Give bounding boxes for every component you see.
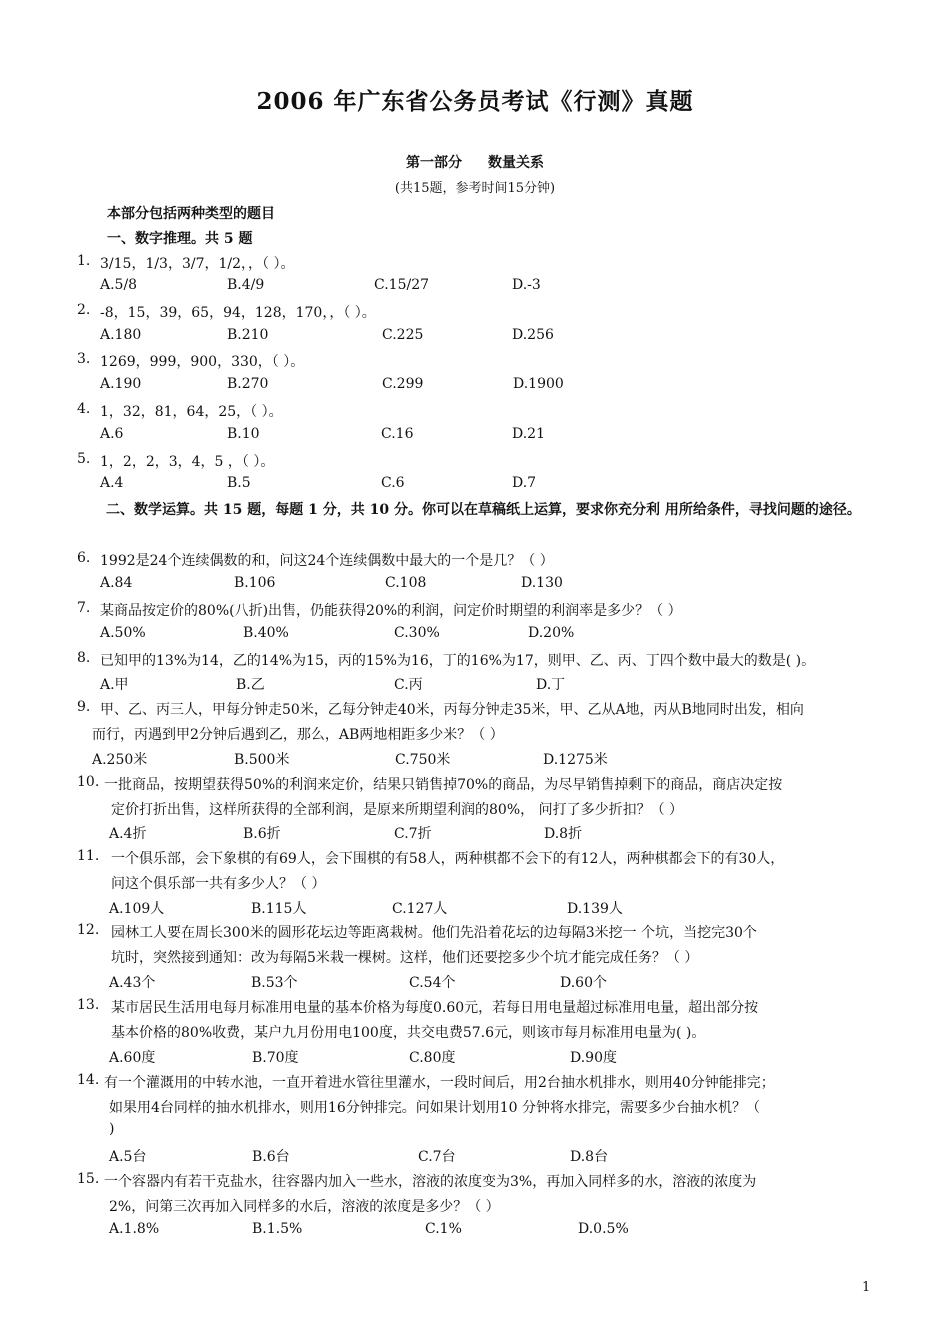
question-14-text-line-1: 有一个灌溉用的中转水池，一直开着进水管往里灌水，一段时间后，用2台抽水机排水，则用40分钟能排完； bbox=[104, 1075, 775, 1091]
option-c: C.6 bbox=[381, 475, 405, 491]
option-d: D.丁 bbox=[536, 677, 566, 693]
intro-text: 本部分包括两种类型的题目 bbox=[107, 206, 275, 222]
option-d: D.7 bbox=[512, 475, 537, 491]
option-a: A.甲 bbox=[100, 677, 129, 693]
option-a: A.1.8% bbox=[109, 1221, 160, 1237]
option-b: B.6台 bbox=[252, 1149, 290, 1165]
option-b: B.106 bbox=[234, 575, 276, 591]
option-b: B.10 bbox=[227, 426, 260, 442]
option-b: B.210 bbox=[227, 327, 269, 343]
question-5-number: 5. bbox=[77, 451, 91, 467]
option-b: B.6折 bbox=[243, 826, 281, 842]
option-d: D.21 bbox=[512, 426, 545, 442]
question-6-number: 6. bbox=[77, 550, 91, 566]
question-9-number: 9. bbox=[77, 699, 91, 715]
question-12-number: 12. bbox=[77, 922, 100, 938]
option-b: B.115人 bbox=[251, 901, 307, 917]
option-b: B.70度 bbox=[252, 1050, 299, 1066]
section1-heading: 一、数字推理。共 5 题 bbox=[107, 231, 253, 247]
option-c: C.7折 bbox=[394, 826, 432, 842]
option-a: A.43个 bbox=[109, 975, 156, 991]
question-1-text: 3/15，1/3，3/7，1/2，，（ ）。 bbox=[100, 256, 295, 272]
option-d: D.-3 bbox=[512, 277, 541, 293]
question-4-number: 4. bbox=[77, 401, 91, 417]
option-a: A.84 bbox=[100, 575, 133, 591]
page-number: 1 bbox=[862, 1280, 871, 1295]
question-9-text-line-1: 甲、乙、丙三人，甲每分钟走50米，乙每分钟走40米，丙每分钟走35米，甲、乙从A地，丙从B地同时出发，相向 bbox=[100, 702, 804, 718]
question-11-number: 11. bbox=[77, 848, 100, 864]
question-15-text-line-2: 2%，问第三次再加入同样多的水后，溶液的浓度是多少？（ ） bbox=[109, 1199, 500, 1215]
option-c: C.丙 bbox=[394, 677, 423, 693]
option-d: D.1275米 bbox=[543, 752, 608, 768]
option-d: D.0.5% bbox=[578, 1221, 629, 1237]
question-13-text-line-2: 基本价格的80%收费，某户九月份用电100度，共交电费57.6元，则该市每月标准用电量为( )。 bbox=[111, 1025, 706, 1041]
option-c: C.225 bbox=[382, 327, 424, 343]
part-note: (共15题，参考时间15分钟) bbox=[394, 181, 556, 196]
question-9-text-line-2: 而行，丙遇到甲2分钟后遇到乙，那么，AB两地相距多少米？（ ） bbox=[92, 727, 504, 743]
option-a: A.250米 bbox=[92, 752, 148, 768]
option-c: C.299 bbox=[382, 376, 424, 392]
option-b: B.270 bbox=[227, 376, 269, 392]
option-b: B.40% bbox=[243, 625, 289, 641]
question-10-number: 10. bbox=[77, 774, 100, 790]
option-c: C.30% bbox=[394, 625, 440, 641]
question-8-text: 已知甲的13%为14，乙的14%为15，丙的15%为16，丁的16%为17，则甲、乙、丙、丁四个数中最大的数是( )。 bbox=[100, 653, 816, 669]
option-b: B.1.5% bbox=[252, 1221, 303, 1237]
question-2-text: -8，15，39，65，94，128，170，，（ ）。 bbox=[100, 305, 376, 321]
question-8-number: 8. bbox=[77, 650, 91, 666]
part-heading: 第一部分 bbox=[406, 155, 462, 171]
option-d: D.130 bbox=[521, 575, 563, 591]
option-a: A.180 bbox=[100, 327, 142, 343]
option-a: A.4折 bbox=[109, 826, 147, 842]
option-d: D.256 bbox=[512, 327, 554, 343]
exam-title: 2006 年广东省公务员考试《行测》真题 bbox=[256, 88, 694, 115]
question-1-number: 1. bbox=[77, 253, 91, 269]
option-d: D.139人 bbox=[567, 901, 623, 917]
option-c: C.127人 bbox=[392, 901, 448, 917]
section2-heading: 二、数学运算。共 15 题，每题 1 分，共 10 分。你可以在草稿纸上运算，要求你充分利 用所给条件，寻找问题的途径。 bbox=[106, 502, 861, 518]
question-3-text: 1269，999，900，330，（ ）。 bbox=[100, 354, 305, 370]
option-d: D.8折 bbox=[544, 826, 583, 842]
question-12-text-line-1: 园林工人要在周长300米的圆形花坛边等距离栽树。他们先沿着花坛的边每隔3米挖一 个坑，当挖完30个 bbox=[111, 925, 757, 941]
question-15-number: 15. bbox=[77, 1171, 100, 1187]
question-10-text-line-2: 定价打折出售，这样所获得的全部利润，是原来所期望利润的80%， 问打了多少折扣？（ ） bbox=[111, 802, 684, 818]
question-13-text-line-1: 某市居民生活用电每月标准用电量的基本价格为每度0.60元，若每日用电量超过标准用电量，超出部分按 bbox=[111, 1000, 759, 1016]
option-d: D.20% bbox=[528, 625, 575, 641]
option-c: C.54个 bbox=[409, 975, 456, 991]
question-4-text: 1，32，81，64，25，（ ）。 bbox=[100, 404, 283, 420]
option-a: A.5/8 bbox=[100, 277, 138, 293]
option-b: B.500米 bbox=[234, 752, 290, 768]
question-7-text: 某商品按定价的80%(八折)出售，仍能获得20%的利润，问定价时期望的利润率是多少？（ ） bbox=[100, 603, 682, 619]
question-3-number: 3. bbox=[77, 351, 91, 367]
question-6-text: 1992是24个连续偶数的和，问这24个连续偶数中最大的一个是几？（ ） bbox=[100, 553, 554, 569]
option-a: A.60度 bbox=[109, 1050, 156, 1066]
option-a: A.109人 bbox=[109, 901, 165, 917]
option-c: C.16 bbox=[381, 426, 414, 442]
option-c: C.80度 bbox=[409, 1050, 456, 1066]
option-c: C.750米 bbox=[395, 752, 451, 768]
question-13-number: 13. bbox=[77, 997, 100, 1013]
option-c: C.7台 bbox=[418, 1149, 456, 1165]
option-a: A.190 bbox=[100, 376, 142, 392]
part-title bbox=[0, 152, 950, 172]
part-name: 数量关系 bbox=[488, 155, 544, 171]
question-11-text-line-2: 问这个俱乐部一共有多少人？（ ） bbox=[111, 876, 326, 892]
option-a: A.4 bbox=[100, 475, 124, 491]
question-15-text-line-1: 一个容器内有若干克盐水，往容器内加入一些水，溶液的浓度变为3%，再加入同样多的水，溶液的浓度为 bbox=[104, 1174, 757, 1190]
question-11-text-line-1: 一个俱乐部，会下象棋的有69人，会下围棋的有58人，两种棋都不会下的有12人，两种棋都会下的有30人， bbox=[111, 851, 785, 867]
option-d: D.1900 bbox=[513, 376, 564, 392]
option-b: B.5 bbox=[227, 475, 251, 491]
question-5-text: 1，2，2，3，4，5 ，（ ）。 bbox=[100, 454, 275, 470]
option-c: C.15/27 bbox=[374, 277, 430, 293]
option-d: D.8台 bbox=[570, 1149, 609, 1165]
question-2-number: 2. bbox=[77, 302, 91, 318]
option-b: B.乙 bbox=[236, 677, 265, 693]
option-d: D.60个 bbox=[560, 975, 607, 991]
option-a: A.50% bbox=[100, 625, 146, 641]
option-d: D.90度 bbox=[570, 1050, 617, 1066]
option-c: C.108 bbox=[385, 575, 427, 591]
question-10-text-line-1: 一批商品，按期望获得50%的利润来定价，结果只销售掉70%的商品，为尽早销售掉剩下的商品，商店决定按 bbox=[104, 777, 783, 793]
option-a: A.5台 bbox=[109, 1149, 147, 1165]
question-12-text-line-2: 坑时，突然接到通知：改为每隔5米栽一棵树。这样，他们还要挖多少个坑才能完成任务？（ ） bbox=[111, 950, 699, 966]
option-c: C.1% bbox=[425, 1221, 462, 1237]
question-7-number: 7. bbox=[77, 600, 91, 616]
option-b: B.4/9 bbox=[227, 277, 265, 293]
question-14-text-line-2: 如果用4台同样的抽水机排水，则用16分钟排完。问如果计划用10 分钟将水排完，需要多少台抽水机？（ bbox=[109, 1100, 760, 1116]
question-14-text-line-3: ) bbox=[109, 1121, 115, 1137]
question-14-number: 14. bbox=[77, 1072, 100, 1088]
option-b: B.53个 bbox=[251, 975, 298, 991]
option-a: A.6 bbox=[100, 426, 124, 442]
